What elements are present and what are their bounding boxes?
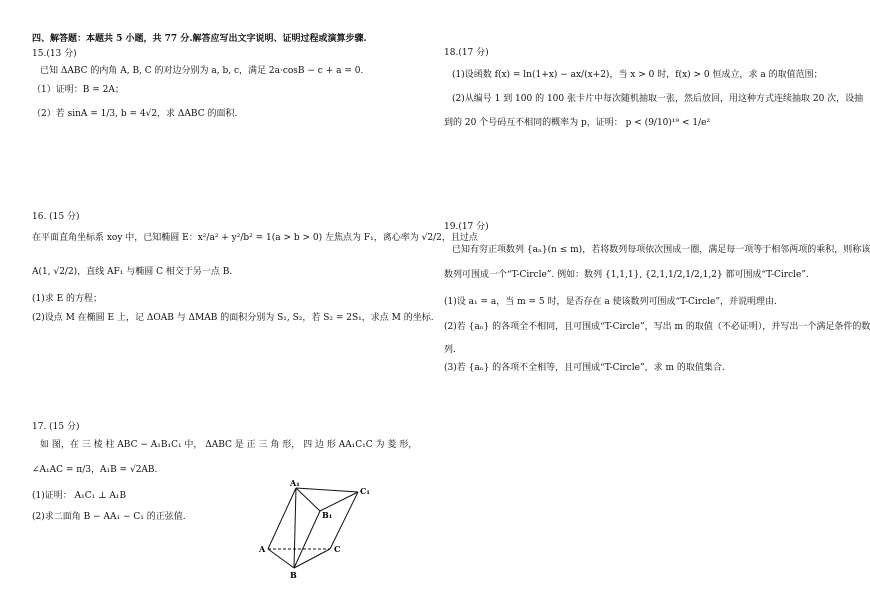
section-header: 四、解答题：本题共 5 小题，共 77 分.解答应写出文字说明、证明过程或演算步骤. — [32, 34, 367, 44]
q19-part2: (2)若 {aₙ} 的各项全不相同，且可围成“T-Circle”，写出 m 的取值（不必证明），并写出一个满足条件的数 — [444, 322, 870, 332]
q17-stem: 如 图，在 三 棱 柱 ABC − A₁B₁C₁ 中， ΔABC 是 正 三 角 形， 四 边 形 AA₁C₁C 为 菱 形， — [40, 440, 418, 450]
q17-title: 17. (15 分) — [32, 422, 80, 432]
q19-stem: 已知有穷正项数列 {aₙ}(n ≤ m)，若将数列每项依次围成一圈，满足每一项等于相邻两项的乘积，则称该 — [452, 245, 870, 255]
fig-label-a1: A₁ — [290, 478, 300, 488]
fig-label-b: B — [290, 570, 297, 580]
fig-label-c1: C₁ — [360, 486, 370, 496]
q18-part2-cont: 到的 20 个号码互不相同的概率为 p，证明： p < (9/10)¹⁹ < 1/e² — [444, 118, 711, 128]
q15-part1: （1）证明：B = 2A； — [32, 85, 124, 95]
q16-stem: 在平面直角坐标系 xoy 中，已知椭圆 E：x²/a² + y²/b² = 1(a > b > 0) 左焦点为 F₁，离心率为 √2/2，且过点 — [32, 233, 478, 243]
q17-part1: (1)证明： A₁C₁ ⊥ A₁B — [32, 491, 127, 501]
fig-label-c: C — [334, 544, 341, 554]
q19-stem-2: 数列可围成一个“T-Circle”. 例如：数列 {1,1,1}, {2,1,1/2,1/2,1,2} 都可围成“T-Circle”. — [444, 270, 809, 280]
q16-part1: (1)求 E 的方程； — [32, 294, 103, 304]
q18-part1: (1)设函数 f(x) = ln(1+x) − ax/(x+2)，当 x > 0 时，f(x) > 0 恒成立，求 a 的取值范围； — [452, 70, 823, 80]
q18-part2: (2)从编号 1 到 100 的 100 张卡片中每次随机抽取一张，然后放回，用这种方式连续抽取 20 次，设抽 — [452, 94, 864, 104]
q15-title: 15.(13 分) — [32, 49, 77, 59]
fig-label-b1: B₁ — [322, 510, 333, 520]
q19-part1: (1)设 a₁ = a，当 m = 5 时，是否存在 a 使该数列可围成“T-Circle”，并说明理由. — [444, 297, 777, 307]
q16-stem-2: A(1, √2/2)，直线 AF₁ 与椭圆 C 相交于另一点 B. — [32, 267, 233, 277]
q19-title: 19.(17 分) — [444, 222, 489, 232]
q16-part2: (2)设点 M 在椭圆 E 上，记 ΔOAB 与 ΔMAB 的面积分别为 S₁, S₂，若 S₂ = 2S₁，求点 M 的坐标. — [32, 313, 434, 323]
q15-stem: 已知 ΔABC 的内角 A, B, C 的对边分别为 a, b, c，满足 2a·cosB − c + a = 0. — [40, 66, 364, 76]
q18-title: 18.(17 分) — [444, 48, 489, 58]
q19-part2-cont: 列. — [444, 345, 456, 355]
fig-label-a: A — [259, 544, 266, 554]
q17-part2: (2)求二面角 B − AA₁ − C₁ 的正弦值. — [32, 512, 186, 522]
q15-part2: （2）若 sinA = 1/3, b = 4√2，求 ΔABC 的面积. — [32, 109, 238, 119]
prism-figure — [258, 478, 408, 580]
q19-part3: (3)若 {aₙ} 的各项不全相等，且可围成“T-Circle”，求 m 的取值集合. — [444, 363, 725, 373]
q16-title: 16. (15 分) — [32, 212, 80, 222]
q17-stem-2: ∠A₁AC = π/3，A₁B = √2AB. — [32, 465, 158, 475]
